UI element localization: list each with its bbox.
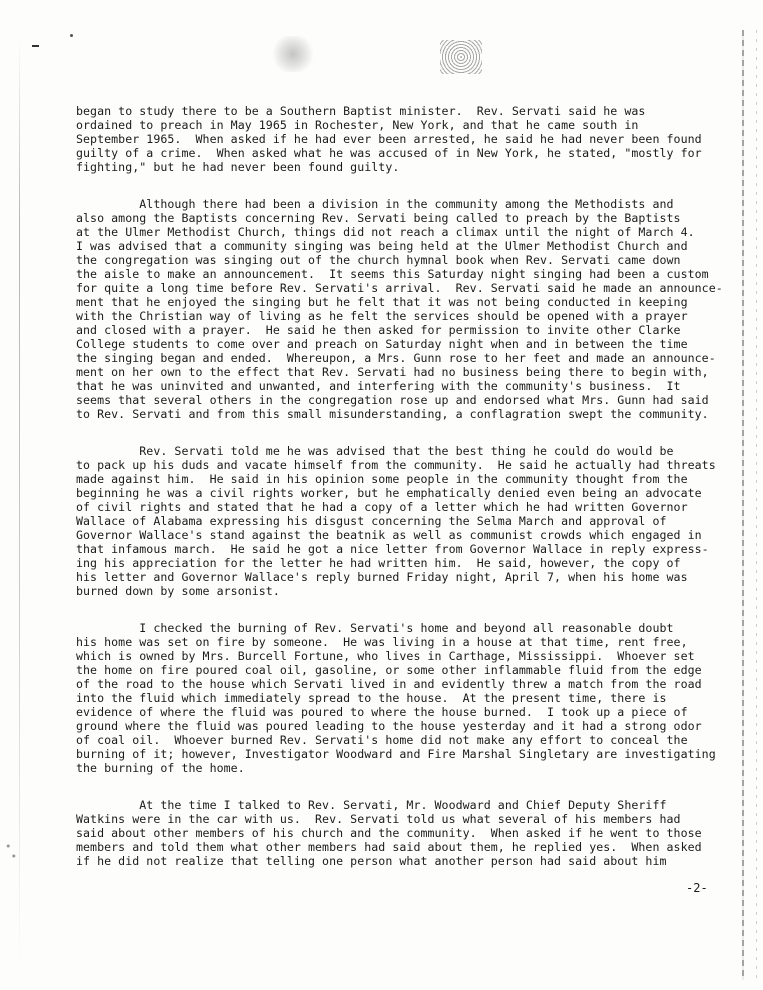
text-line: also among the Baptists concerning Rev. Servati being called to preach by the Baptists <box>76 211 681 225</box>
text-line: if he did not realize that telling one person what another person had said about him <box>76 854 667 868</box>
text-line: evidence of where the fluid was poured to where the house burned. I took up a piece of <box>76 705 688 719</box>
text-line: Governor Wallace's stand against the beatnik as well as communist crowds which engaged in <box>76 528 702 542</box>
paragraph-spacer <box>76 174 736 197</box>
text-line: Rev. Servati told me he was advised that the best thing he could do would be <box>76 444 674 458</box>
text-line: of coal oil. Whoever burned Rev. Servati's home did not make any effort to conceal the <box>76 733 688 747</box>
text-line: ing his appreciation for the letter he had written him. He said, however, the copy of <box>76 556 681 570</box>
page-number: -2- <box>686 881 708 895</box>
text-line: at the Ulmer Methodist Church, things did not reach a climax until the night of March 4. <box>76 225 695 239</box>
text-line: the aisle to make an announcement. It seems this Saturday night singing had been a custom <box>76 267 709 281</box>
text-line: ment on her own to the effect that Rev. Servati had no business being there to begin with, <box>76 365 709 379</box>
text-line: his letter and Governor Wallace's reply burned Friday night, April 7, when his home was <box>76 570 688 584</box>
paragraph <box>76 197 736 421</box>
paragraph <box>76 444 736 598</box>
margin-dash-mark <box>32 45 39 47</box>
text-line: burning of it; however, Investigator Woodward and Fire Marshal Singletary are investigating <box>76 747 716 761</box>
text-line: September 1965. When asked if he had ever been arrested, he said he had never been found <box>76 132 702 146</box>
text-line: made against him. He said in his opinion some people in the community thought from the <box>76 472 688 486</box>
text-line: and closed with a prayer. He said he then asked for permission to invite other Clarke <box>76 323 681 337</box>
text-line: that he was uninvited and unwanted, and interfering with the community's business. It <box>76 379 681 393</box>
paragraph-spacer <box>76 598 736 621</box>
text-line: burned down by some arsonist. <box>76 584 280 598</box>
text-line: said about other members of his church and the community. When asked if he went to those <box>76 826 702 840</box>
text-line: Although there had been a division in the community among the Methodists and <box>76 197 674 211</box>
text-line: ordained to preach in May 1965 in Rochester, New York, and that he came south in <box>76 118 639 132</box>
text-line: seems that several others in the congregation rose up and endorsed what Mrs. Gunn had said <box>76 393 709 407</box>
text-line: that infamous march. He said he got a nice letter from Governor Wallace in reply express- <box>76 542 709 556</box>
text-line: his home was set on fire by someone. He was living in a house at that time, rent free, <box>76 635 688 649</box>
text-line: At the time I talked to Rev. Servati, Mr. Woodward and Chief Deputy Sheriff <box>76 798 667 812</box>
scan-edge-right <box>742 30 744 980</box>
paragraph-spacer <box>76 775 736 798</box>
text-line: beginning he was a civil rights worker, but he emphatically denied even being an advocate <box>76 486 702 500</box>
text-line: the singing began and ended. Whereupon, a Mrs. Gunn rose to her feet and made an announce- <box>76 351 716 365</box>
text-line: of the road to the house which Servati lived in and evidently threw a match from the road <box>76 677 702 691</box>
text-line: ment that he enjoyed the singing but he felt that it was not being conducted in keeping <box>76 295 688 309</box>
text-line: to Rev. Servati and from this small misunderstanding, a conflagration swept the community. <box>76 407 709 421</box>
paragraph <box>76 798 736 868</box>
document-body <box>76 104 736 868</box>
text-line: guilty of a crime. When asked what he was accused of in New York, he stated, "mostly for <box>76 146 702 160</box>
text-line: the congregation was singing out of the church hymnal book when Rev. Servati came down <box>76 253 681 267</box>
text-line: fighting," but he had never been found guilty. <box>76 160 400 174</box>
redaction-smudge-left <box>272 36 314 72</box>
text-line: of civil rights and stated that he had a copy of a letter which he had written Governor <box>76 500 688 514</box>
text-line: began to study there to be a Southern Baptist minister. Rev. Servati said he was <box>76 104 646 118</box>
margin-dot-mark <box>70 34 73 37</box>
text-line: to pack up his duds and vacate himself from the community. He said he actually had threats <box>76 458 716 472</box>
paragraph <box>76 621 736 775</box>
text-line: which is owned by Mrs. Burcell Fortune, who lives in Carthage, Mississippi. Whoever set <box>76 649 695 663</box>
scan-edge-left <box>19 40 20 970</box>
scan-edge-right-secondary <box>756 30 757 980</box>
text-line: with the Christian way of living as he felt the services should be opened with a prayer <box>76 309 688 323</box>
text-line: for quite a long time before Rev. Servati's arrival. Rev. Servati said he made an announce- <box>76 281 723 295</box>
text-line: the burning of the home. <box>76 761 245 775</box>
paragraph-spacer <box>76 421 736 444</box>
redaction-smudge-right <box>440 40 482 74</box>
text-line: members and told them what other members had said about them, he replied yes. When asked <box>76 840 702 854</box>
margin-specks <box>4 840 18 860</box>
text-line: ground where the fluid was poured leading to the house yesterday and it had a strong odor <box>76 719 702 733</box>
text-line: the home on fire poured coal oil, gasoline, or some other inflammable fluid from the edge <box>76 663 702 677</box>
text-line: College students to come over and preach on Saturday night when and in between the time <box>76 337 688 351</box>
text-line: I was advised that a community singing was being held at the Ulmer Methodist Church and <box>76 239 688 253</box>
text-line: Wallace of Alabama expressing his disgust concerning the Selma March and approval of <box>76 514 667 528</box>
text-line: I checked the burning of Rev. Servati's home and beyond all reasonable doubt <box>76 621 674 635</box>
text-line: Watkins were in the car with us. Rev. Servati told us what several of his members had <box>76 812 681 826</box>
text-line: into the fluid which immediately spread to the house. At the present time, there is <box>76 691 667 705</box>
paragraph <box>76 104 736 174</box>
